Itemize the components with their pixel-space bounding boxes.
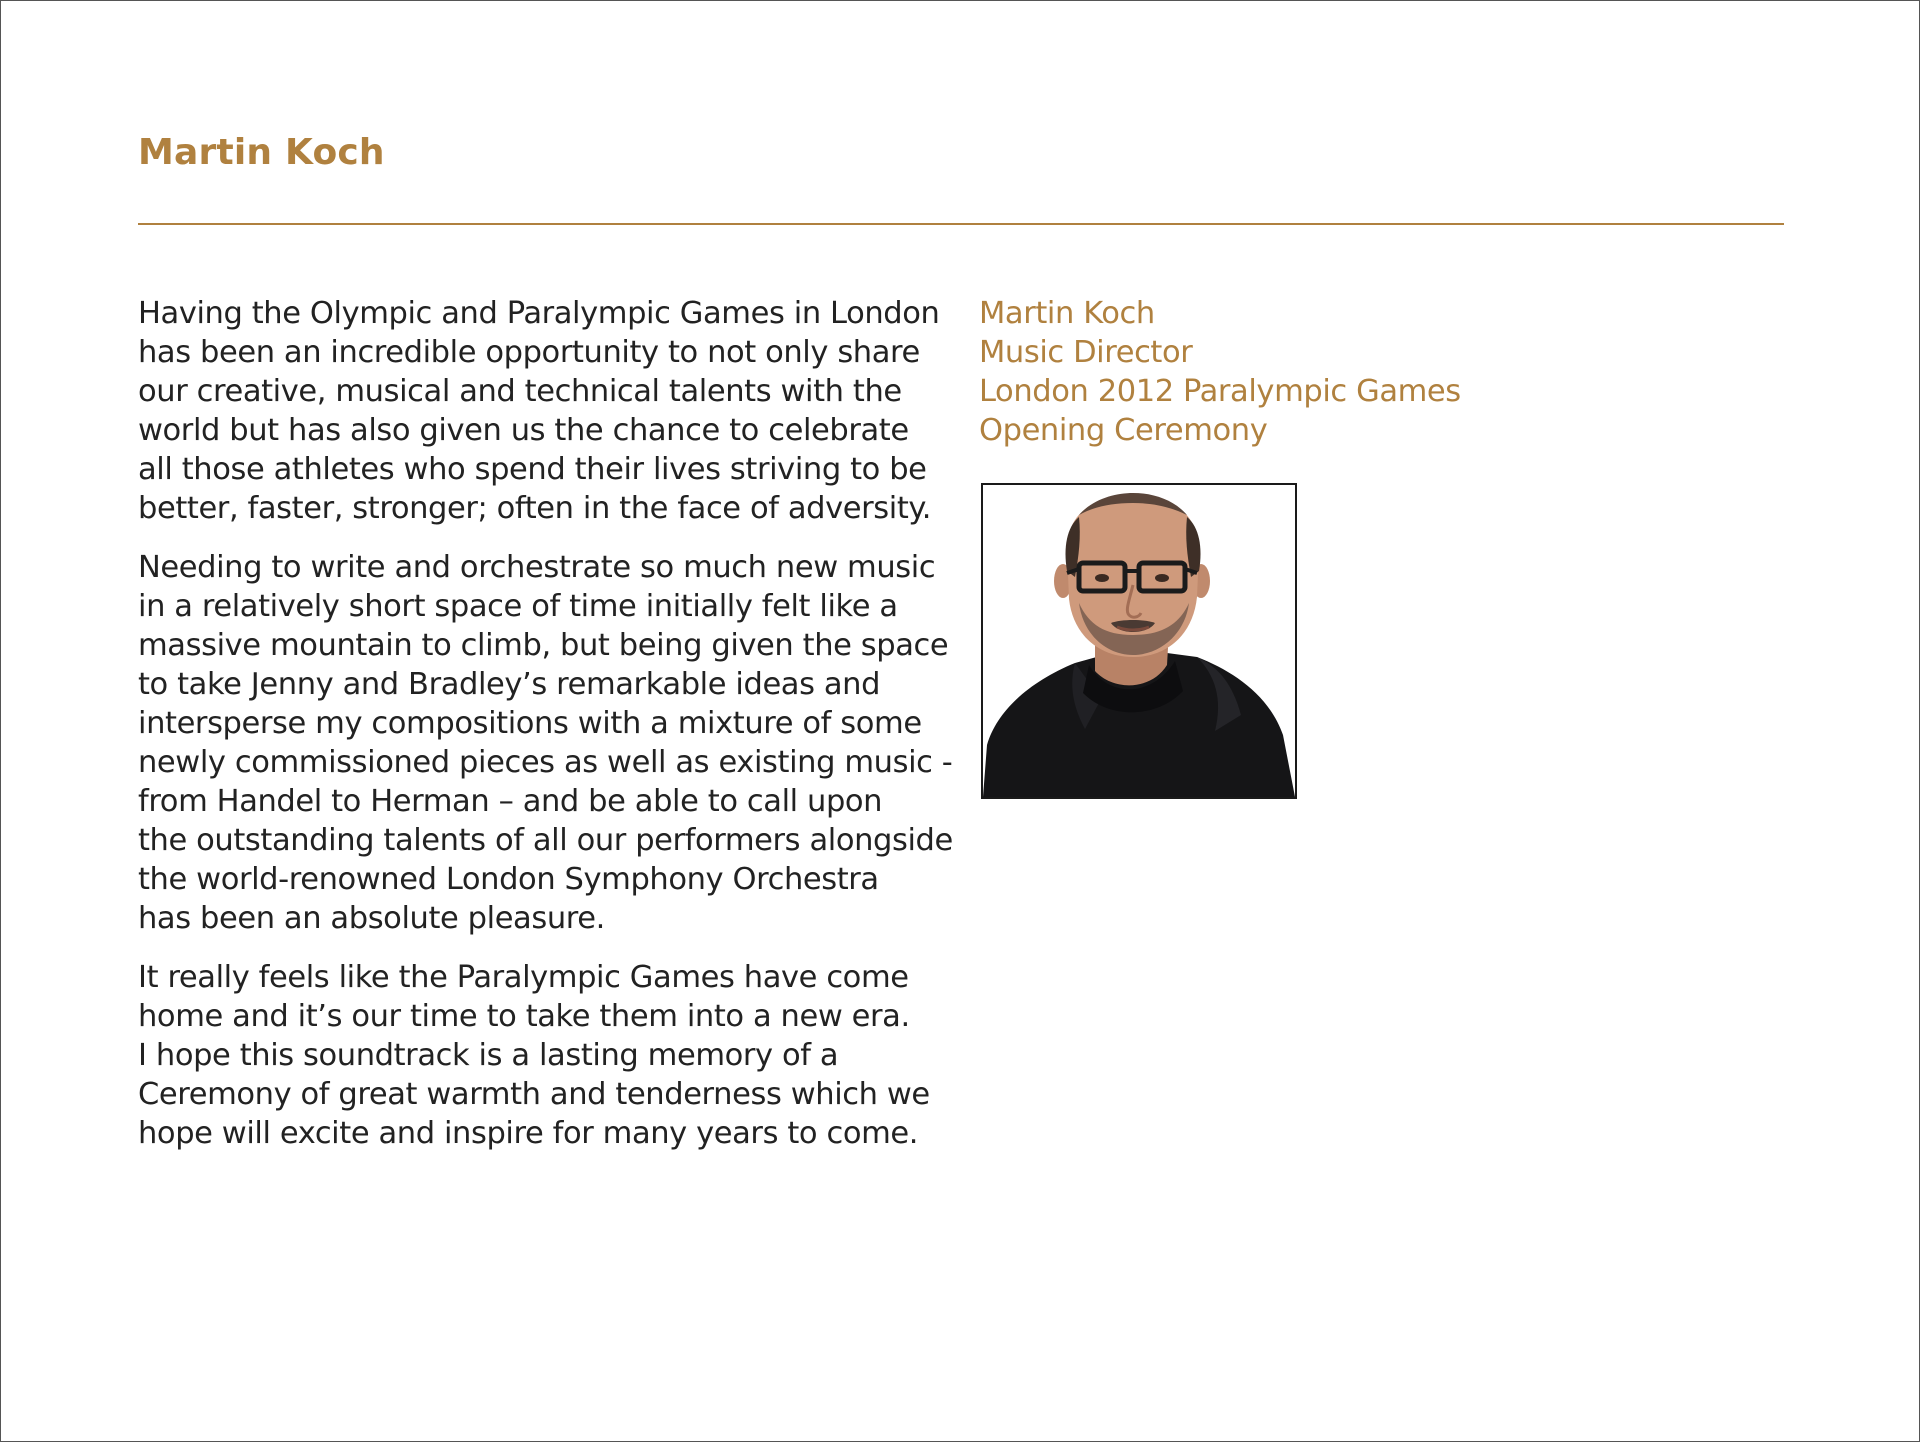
text-line: Needing to write and orchestrate so much new music [138, 550, 936, 585]
caption-role: Music Director [979, 335, 1193, 370]
divider-rule [138, 223, 1784, 225]
text-line: I hope this soundtrack is a lasting memory of a [138, 1038, 839, 1073]
text-line: hope will excite and inspire for many years to come. [138, 1116, 919, 1151]
text-line: our creative, musical and technical talents with the [138, 374, 902, 409]
body-text [138, 294, 953, 1173]
text-line: all those athletes who spend their lives striving to be [138, 452, 927, 487]
caption-name: Martin Koch [979, 296, 1155, 331]
text-line: home and it’s our time to take them into a new era. [138, 999, 910, 1034]
text-line: Having the Olympic and Paralympic Games in London [138, 296, 940, 331]
text-line: the world-renowned London Symphony Orchestra [138, 862, 879, 897]
text-line: intersperse my compositions with a mixture of some [138, 706, 922, 741]
text-line: better, faster, stronger; often in the face of adversity. [138, 491, 931, 526]
text-line: to take Jenny and Bradley’s remarkable ideas and [138, 667, 881, 702]
paragraph-2 [138, 548, 953, 938]
portrait-icon [983, 485, 1295, 797]
text-line: the outstanding talents of all our performers alongside [138, 823, 953, 858]
caption-ceremony: Opening Ceremony [979, 413, 1268, 448]
portrait-photo [981, 483, 1297, 799]
paragraph-1 [138, 294, 938, 528]
text-line: Ceremony of great warmth and tenderness which we [138, 1077, 930, 1112]
text-line: newly commissioned pieces as well as existing music - [138, 745, 953, 780]
text-line: from Handel to Herman – and be able to call upon [138, 784, 883, 819]
text-line: world but has also given us the chance to celebrate [138, 413, 909, 448]
photo-caption [979, 294, 1461, 450]
paragraph-3 [138, 958, 938, 1153]
text-line: in a relatively short space of time initially felt like a [138, 589, 898, 624]
page-title: Martin Koch [138, 132, 385, 173]
caption-event: London 2012 Paralympic Games [979, 374, 1461, 409]
text-line: has been an incredible opportunity to not only share [138, 335, 920, 370]
text-line: has been an absolute pleasure. [138, 901, 605, 936]
text-line: It really feels like the Paralympic Games have come [138, 960, 909, 995]
text-line: massive mountain to climb, but being given the space [138, 628, 949, 663]
